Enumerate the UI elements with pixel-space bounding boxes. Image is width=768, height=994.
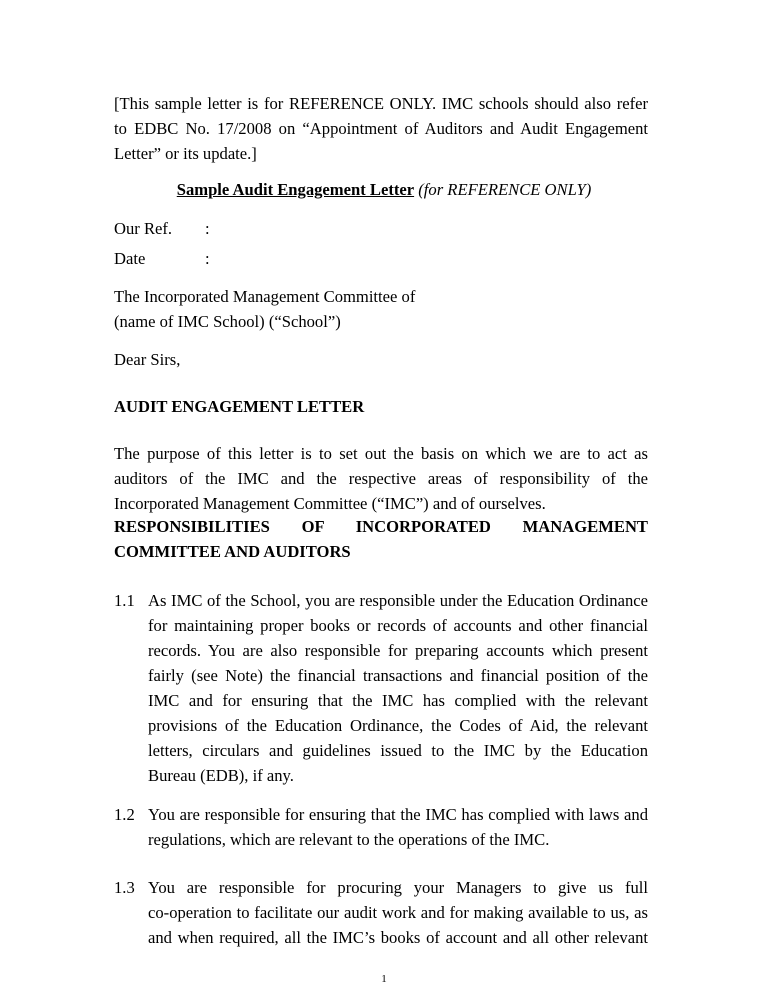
title-suffix: (for REFERENCE ONLY) bbox=[418, 180, 592, 199]
paragraph-line: fairly (see Note) the financial transactions and financial position of the bbox=[148, 666, 648, 685]
notice-line: Letter” or its update.] bbox=[114, 144, 257, 163]
title-main: Sample Audit Engagement Letter bbox=[176, 180, 415, 199]
field-separator: : bbox=[205, 249, 210, 268]
page-number: 1 bbox=[381, 973, 387, 985]
field-date bbox=[114, 246, 210, 271]
section-heading bbox=[114, 514, 648, 564]
section-heading-line: RESPONSIBILITIES OF INCORPORATED MANAGEMENT bbox=[114, 517, 648, 536]
letter-title bbox=[0, 177, 768, 202]
paragraph-line: You are responsible for ensuring that the IMC has complied with laws and bbox=[148, 805, 648, 824]
addressee-line: The Incorporated Management Committee of bbox=[114, 287, 416, 306]
purpose-paragraph bbox=[114, 441, 648, 516]
field-label: Our Ref. bbox=[114, 219, 173, 238]
paragraph-1-1 bbox=[148, 588, 648, 788]
section-heading-line: COMMITTEE AND AUDITORS bbox=[114, 542, 351, 561]
paragraph-line: provisions of the Education Ordinance, the Codes of Aid, the relevant bbox=[148, 716, 648, 735]
field-our-ref bbox=[114, 216, 210, 241]
field-separator: : bbox=[205, 219, 210, 238]
paragraph-line: co-operation to facilitate our audit work and for making available to us, as bbox=[148, 903, 648, 922]
paragraph-line: regulations, which are relevant to the operations of the IMC. bbox=[148, 830, 550, 849]
reference-notice bbox=[114, 91, 648, 166]
notice-line: [This sample letter is for REFERENCE ONLY. IMC schools should also refer bbox=[114, 94, 648, 113]
purpose-line: The purpose of this letter is to set out the basis on which we are to act as bbox=[114, 444, 648, 463]
paragraph-line: As IMC of the School, you are responsible under the Education Ordinance bbox=[148, 591, 648, 610]
paragraph-line: for maintaining proper books or records of accounts and other financial bbox=[148, 616, 648, 635]
notice-line: to EDBC No. 17/2008 on “Appointment of Auditors and Audit Engagement bbox=[114, 119, 648, 138]
paragraph-number: 1.1 bbox=[114, 591, 135, 610]
addressee bbox=[114, 284, 648, 334]
salutation: Dear Sirs, bbox=[114, 350, 181, 369]
paragraph-line: and when required, all the IMC’s books of account and all other relevant bbox=[148, 928, 648, 947]
paragraph-1-3 bbox=[148, 875, 648, 950]
purpose-line: auditors of the IMC and the respective areas of responsibility of the bbox=[114, 469, 648, 488]
purpose-line: Incorporated Management Committee (“IMC”) and of ourselves. bbox=[114, 494, 546, 513]
field-label: Date bbox=[114, 249, 146, 268]
paragraph-line: You are responsible for procuring your Managers to give us full bbox=[148, 878, 648, 897]
paragraph-number: 1.3 bbox=[114, 878, 135, 897]
paragraph-line: IMC and for ensuring that the IMC has complied with the relevant bbox=[148, 691, 648, 710]
letter-heading: AUDIT ENGAGEMENT LETTER bbox=[114, 397, 365, 416]
paragraph-line: Bureau (EDB), if any. bbox=[148, 766, 294, 785]
paragraph-1-2 bbox=[148, 802, 648, 852]
addressee-line: (name of IMC School) (“School”) bbox=[114, 312, 341, 331]
paragraph-number: 1.2 bbox=[114, 805, 135, 824]
paragraph-line: records. You are also responsible for preparing accounts which present bbox=[148, 641, 648, 660]
paragraph-line: letters, circulars and guidelines issued to the IMC by the Education bbox=[148, 741, 648, 760]
